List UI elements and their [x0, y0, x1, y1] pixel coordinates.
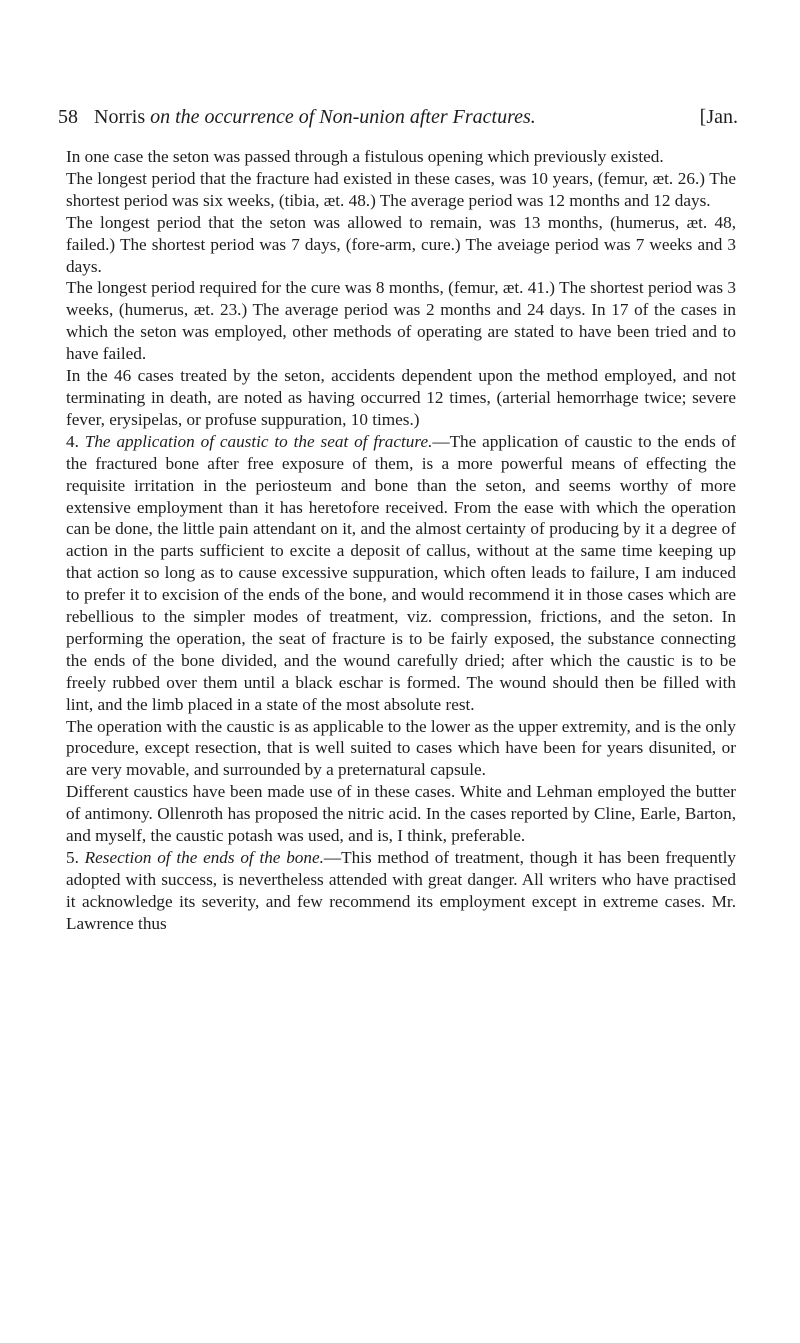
paragraph — [66, 212, 736, 278]
paragraph — [66, 146, 736, 168]
section-number: 4. — [66, 431, 85, 451]
paragraph-text: In one case the seton was passed through a fistulous opening which previously existed. — [66, 147, 664, 166]
paragraph — [66, 168, 736, 212]
body-text — [66, 146, 736, 935]
paragraph-text: —The application of caustic to the ends of the fractured bone after free exposure of them, is a more powerful means of effecting the requisite irritation in the periosteum and bone than the seton, and seems worthy of more extensive employment than it has heretofore received. From the ease with which the operation can be done, the little pain attendant on it, and the almost certainty of producing by it a degree of action in the parts sufficient to excite a deposit of callus, without at the same time keeping up that action so long as to cause excessive suppuration, which often leads to failure, I am induced to prefer it to excision of the ends of the bone, and would recommend it in those cases which are rebellious to the simpler modes of treatment, viz. compression, frictions, and the seton. In performing the operation, the seat of fracture is to be fairly exposed, the substance connecting the ends of the bone divided, and the wound carefully dried; after which the caustic is to be freely rubbed over them until a black eschar is formed. The wound should then be filled with lint, and the limb placed in a state of the most absolute rest. — [66, 431, 737, 714]
paragraph-text: The longest period that the seton was allowed to remain, was 13 months, (humerus, æt. 48, failed.) The shortest period was 7 days, (fore-arm, cure.) The aveiage period was 7 weeks and 3 days. — [66, 212, 736, 276]
section-heading: Resection of the ends of the bone. — [84, 848, 324, 867]
running-title-author: Norris — [94, 106, 146, 128]
paragraph — [66, 781, 736, 847]
paragraph — [66, 716, 736, 782]
paragraph-text: The longest period that the fracture had existed in these cases, was 10 years, (femur, æt. 26.) The shortest period was six weeks, (tibia, æt. 48.) The average period was 12 months and 12 days. — [66, 168, 736, 210]
paragraph-text: The operation with the caustic is as applicable to the lower as the upper extremity, and is the only procedure, except resection, that is well suited to cases which have been for years disunited, or are very movable, and surrounded by a preternatural capsule. — [66, 716, 736, 780]
paragraph-text: —This method of treatment, though it has been frequently adopted with success, is nevertheless attended with great danger. All writers who have practised it acknowledge its severity, and few recommend its employment except in extreme cases. Mr. Lawrence thus — [66, 848, 736, 933]
paragraph-text: The longest period required for the cure was 8 months, (femur, æt. 41.) The shortest period was 3 weeks, (humerus, æt. 23.) The average period was 2 months and 24 days. In 17 of the cases in which the seton was employed, other methods of operating are stated to have been tried and to have failed. — [66, 278, 736, 364]
section-paragraph-caustic — [66, 431, 736, 716]
paragraph — [66, 365, 736, 431]
running-title-italic: on the occurrence of Non-union after Fractures. — [150, 106, 536, 128]
paragraph-text: In the 46 cases treated by the seton, accidents dependent upon the method employed, and not terminating in death, are noted as having occurred 12 times, (arterial hemorrhage twice; severe fever, erysipelas, or profuse suppuration, 10 times.) — [66, 366, 736, 429]
section-heading: The application of caustic to the seat of fracture. — [84, 431, 433, 451]
paragraph-text: Different caustics have been made use of in these cases. White and Lehman employed the butter of antimony. Ollenroth has proposed the nitric acid. In the cases reported by Cline, Earle, Barton, and myself, the caustic potash was used, and is, I think, preferable. — [66, 782, 736, 846]
running-head — [58, 106, 738, 134]
section-paragraph-resection — [66, 847, 736, 935]
running-title — [94, 106, 536, 129]
paragraph — [66, 277, 736, 365]
section-number: 5. — [66, 848, 85, 867]
running-head-date: [Jan. — [699, 106, 738, 128]
page-number: 58 — [58, 106, 78, 128]
